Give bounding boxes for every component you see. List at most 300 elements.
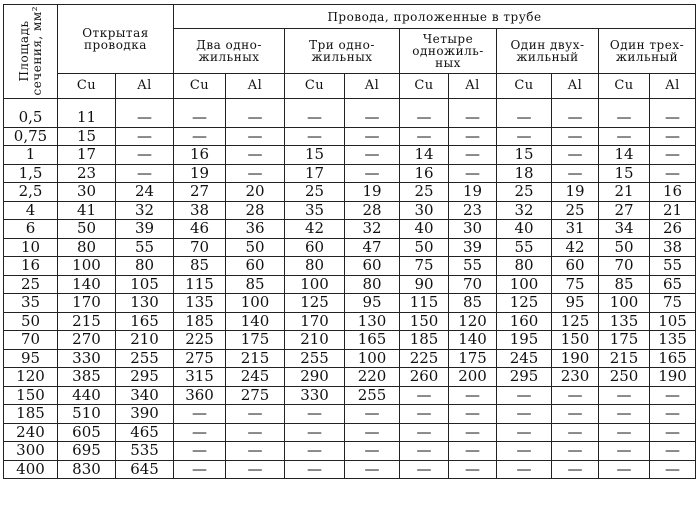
value-cell: 170	[58, 294, 116, 313]
area-cell: 2,5	[4, 183, 58, 202]
value-cell: 390	[116, 405, 174, 424]
value-cell: 32	[345, 220, 400, 239]
value-cell: 245	[226, 368, 285, 387]
value-cell: —	[449, 460, 497, 479]
value-cell: 28	[226, 201, 285, 220]
value-cell: 210	[285, 331, 345, 350]
value-cell: 19	[174, 164, 226, 183]
value-cell: —	[650, 164, 696, 183]
value-cell: —	[116, 99, 174, 128]
value-cell: 80	[345, 275, 400, 294]
open-wiring-header: Открытая проводка	[58, 5, 174, 74]
value-cell: 385	[58, 368, 116, 387]
value-cell: 24	[116, 183, 174, 202]
value-cell: 23	[58, 164, 116, 183]
value-cell: —	[599, 127, 650, 146]
value-cell: —	[285, 423, 345, 442]
area-cell: 240	[4, 423, 58, 442]
table-row	[4, 257, 696, 276]
value-cell: 85	[174, 257, 226, 276]
value-cell: 130	[345, 312, 400, 331]
value-cell: 19	[345, 183, 400, 202]
value-cell: —	[552, 99, 599, 128]
area-cell: 25	[4, 275, 58, 294]
area-cell: 16	[4, 257, 58, 276]
value-cell: 15	[285, 146, 345, 165]
value-cell: 40	[400, 220, 449, 239]
value-cell: 17	[58, 146, 116, 165]
value-cell: 31	[552, 220, 599, 239]
table-row	[4, 164, 696, 183]
value-cell: 165	[345, 331, 400, 350]
area-header-label: Площадь сечения, мм²	[16, 5, 44, 96]
metal-al: Al	[449, 74, 497, 99]
value-cell: —	[345, 99, 400, 128]
value-cell: 125	[552, 312, 599, 331]
value-cell: —	[400, 99, 449, 128]
table-row	[4, 460, 696, 479]
value-cell: 32	[116, 201, 174, 220]
value-cell: 135	[650, 331, 696, 350]
value-cell: —	[449, 146, 497, 165]
table-row	[4, 275, 696, 294]
area-cell: 70	[4, 331, 58, 350]
group-header-one-two-core: Один двух- жильный	[497, 29, 599, 74]
value-cell: —	[226, 127, 285, 146]
value-cell: 80	[116, 257, 174, 276]
value-cell: 16	[400, 164, 449, 183]
value-cell: 535	[116, 442, 174, 461]
value-cell: 47	[345, 238, 400, 257]
value-cell: —	[497, 99, 552, 128]
value-cell: 27	[174, 183, 226, 202]
value-cell: 440	[58, 386, 116, 405]
value-cell: 210	[116, 331, 174, 350]
value-cell: 330	[285, 386, 345, 405]
area-cell: 95	[4, 349, 58, 368]
value-cell: 95	[345, 294, 400, 313]
value-cell: 170	[285, 312, 345, 331]
value-cell: 85	[599, 275, 650, 294]
metal-cu: Cu	[599, 74, 650, 99]
value-cell: —	[226, 99, 285, 128]
value-cell: 160	[497, 312, 552, 331]
value-cell: —	[285, 127, 345, 146]
value-cell: 195	[497, 331, 552, 350]
value-cell: —	[449, 164, 497, 183]
value-cell: —	[345, 460, 400, 479]
value-cell: —	[497, 386, 552, 405]
value-cell: 55	[449, 257, 497, 276]
value-cell: —	[400, 442, 449, 461]
value-cell: 100	[345, 349, 400, 368]
value-cell: —	[552, 146, 599, 165]
value-cell: 75	[650, 294, 696, 313]
value-cell: 50	[599, 238, 650, 257]
value-cell: —	[285, 99, 345, 128]
value-cell: —	[599, 442, 650, 461]
value-cell: —	[226, 405, 285, 424]
value-cell: 14	[599, 146, 650, 165]
value-cell: 90	[400, 275, 449, 294]
value-cell: —	[400, 405, 449, 424]
metal-cu: Cu	[174, 74, 226, 99]
area-cell: 0,5	[4, 99, 58, 128]
value-cell: 34	[599, 220, 650, 239]
value-cell: —	[497, 423, 552, 442]
table-row	[4, 201, 696, 220]
value-cell: —	[599, 386, 650, 405]
value-cell: 15	[497, 146, 552, 165]
value-cell: 25	[285, 183, 345, 202]
value-cell: —	[226, 164, 285, 183]
value-cell: 36	[226, 220, 285, 239]
value-cell: 80	[58, 238, 116, 257]
value-cell: —	[552, 460, 599, 479]
value-cell: —	[285, 442, 345, 461]
value-cell: —	[449, 99, 497, 128]
value-cell: —	[552, 386, 599, 405]
value-cell: 175	[599, 331, 650, 350]
value-cell: 23	[449, 201, 497, 220]
value-cell: 16	[650, 183, 696, 202]
value-cell: —	[226, 423, 285, 442]
area-cell: 300	[4, 442, 58, 461]
value-cell: 125	[285, 294, 345, 313]
value-cell: 150	[400, 312, 449, 331]
value-cell: —	[599, 99, 650, 128]
value-cell: —	[174, 405, 226, 424]
value-cell: 16	[174, 146, 226, 165]
value-cell: 105	[116, 275, 174, 294]
metal-al: Al	[226, 74, 285, 99]
value-cell: —	[497, 442, 552, 461]
value-cell: —	[116, 164, 174, 183]
value-cell: 165	[116, 312, 174, 331]
value-cell: 65	[650, 275, 696, 294]
value-cell: 125	[497, 294, 552, 313]
value-cell: 250	[599, 368, 650, 387]
value-cell: —	[599, 405, 650, 424]
group-header-one-three-core: Один трех- жильный	[599, 29, 696, 74]
value-cell: 115	[174, 275, 226, 294]
value-cell: 15	[58, 127, 116, 146]
metal-al: Al	[650, 74, 696, 99]
value-cell: 30	[58, 183, 116, 202]
area-cell: 400	[4, 460, 58, 479]
value-cell: 80	[497, 257, 552, 276]
value-cell: —	[400, 386, 449, 405]
group-header-four-single: Четыре одножиль- ных	[400, 29, 497, 74]
area-cell: 150	[4, 386, 58, 405]
value-cell: 100	[599, 294, 650, 313]
value-cell: 46	[174, 220, 226, 239]
value-cell: 140	[58, 275, 116, 294]
value-cell: —	[599, 460, 650, 479]
value-cell: 190	[650, 368, 696, 387]
value-cell: 75	[552, 275, 599, 294]
table-row	[4, 146, 696, 165]
value-cell: 105	[650, 312, 696, 331]
value-cell: 215	[226, 349, 285, 368]
value-cell: 215	[599, 349, 650, 368]
value-cell: —	[552, 405, 599, 424]
value-cell: 275	[174, 349, 226, 368]
value-cell: 70	[599, 257, 650, 276]
value-cell: —	[552, 423, 599, 442]
value-cell: —	[650, 146, 696, 165]
value-cell: 150	[552, 331, 599, 350]
value-cell: 120	[449, 312, 497, 331]
value-cell: 360	[174, 386, 226, 405]
area-cell: 10	[4, 238, 58, 257]
value-cell: 100	[226, 294, 285, 313]
value-cell: 220	[345, 368, 400, 387]
value-cell: 70	[174, 238, 226, 257]
value-cell: —	[226, 146, 285, 165]
value-cell: 100	[58, 257, 116, 276]
value-cell: 100	[285, 275, 345, 294]
value-cell: 140	[226, 312, 285, 331]
value-cell: —	[449, 127, 497, 146]
value-cell: 260	[400, 368, 449, 387]
value-cell: —	[116, 127, 174, 146]
value-cell: 135	[599, 312, 650, 331]
value-cell: 39	[116, 220, 174, 239]
value-cell: 50	[226, 238, 285, 257]
value-cell: —	[497, 405, 552, 424]
table-row	[4, 405, 696, 424]
table-row	[4, 220, 696, 239]
value-cell: 225	[174, 331, 226, 350]
area-cell: 1,5	[4, 164, 58, 183]
table-row	[4, 183, 696, 202]
value-cell: 27	[599, 201, 650, 220]
table-row	[4, 423, 696, 442]
value-cell: 35	[285, 201, 345, 220]
area-cell: 185	[4, 405, 58, 424]
value-cell: —	[116, 146, 174, 165]
value-cell: 100	[497, 275, 552, 294]
metal-cu: Cu	[400, 74, 449, 99]
value-cell: 175	[226, 331, 285, 350]
metal-al: Al	[116, 74, 174, 99]
value-cell: —	[400, 460, 449, 479]
value-cell: 75	[400, 257, 449, 276]
value-cell: —	[174, 99, 226, 128]
value-cell: 190	[552, 349, 599, 368]
pipe-wiring-header: Провода, проложенные в трубе	[174, 5, 696, 29]
value-cell: 95	[552, 294, 599, 313]
value-cell: —	[650, 405, 696, 424]
value-cell: 40	[497, 220, 552, 239]
current-table	[3, 4, 696, 479]
value-cell: 115	[400, 294, 449, 313]
value-cell: 50	[400, 238, 449, 257]
value-cell: 15	[599, 164, 650, 183]
value-cell: 215	[58, 312, 116, 331]
value-cell: 11	[58, 99, 116, 128]
value-cell: 465	[116, 423, 174, 442]
value-cell: 18	[497, 164, 552, 183]
value-cell: 185	[174, 312, 226, 331]
area-cell: 0,75	[4, 127, 58, 146]
table-row	[4, 238, 696, 257]
value-cell: 60	[285, 238, 345, 257]
value-cell: —	[345, 127, 400, 146]
metal-al: Al	[345, 74, 400, 99]
value-cell: 50	[58, 220, 116, 239]
value-cell: 38	[650, 238, 696, 257]
value-cell: 510	[58, 405, 116, 424]
value-cell: 165	[650, 349, 696, 368]
value-cell: —	[345, 146, 400, 165]
table-body	[4, 99, 696, 479]
value-cell: 330	[58, 349, 116, 368]
metal-cu: Cu	[285, 74, 345, 99]
area-cell: 120	[4, 368, 58, 387]
value-cell: 25	[497, 183, 552, 202]
value-cell: 55	[650, 257, 696, 276]
value-cell: 21	[599, 183, 650, 202]
table-row	[4, 99, 696, 128]
value-cell: 255	[345, 386, 400, 405]
table-row	[4, 442, 696, 461]
area-cell: 35	[4, 294, 58, 313]
area-cell: 6	[4, 220, 58, 239]
metal-al: Al	[552, 74, 599, 99]
value-cell: —	[345, 164, 400, 183]
value-cell: 28	[345, 201, 400, 220]
value-cell: 645	[116, 460, 174, 479]
value-cell: 85	[226, 275, 285, 294]
table-row	[4, 127, 696, 146]
value-cell: 230	[552, 368, 599, 387]
value-cell: 695	[58, 442, 116, 461]
value-cell: —	[650, 423, 696, 442]
value-cell: 80	[285, 257, 345, 276]
value-cell: —	[552, 442, 599, 461]
value-cell: 30	[449, 220, 497, 239]
value-cell: 130	[116, 294, 174, 313]
value-cell: 270	[58, 331, 116, 350]
value-cell: 70	[449, 275, 497, 294]
value-cell: 19	[449, 183, 497, 202]
value-cell: 60	[552, 257, 599, 276]
table-row	[4, 312, 696, 331]
value-cell: 605	[58, 423, 116, 442]
value-cell: —	[449, 423, 497, 442]
value-cell: 290	[285, 368, 345, 387]
table-row	[4, 386, 696, 405]
value-cell: 30	[400, 201, 449, 220]
value-cell: —	[552, 127, 599, 146]
area-cell: 1	[4, 146, 58, 165]
value-cell: —	[174, 460, 226, 479]
value-cell: —	[400, 423, 449, 442]
value-cell: —	[400, 127, 449, 146]
value-cell: —	[552, 164, 599, 183]
table-row	[4, 349, 696, 368]
value-cell: —	[449, 442, 497, 461]
value-cell: —	[650, 442, 696, 461]
area-cell: 4	[4, 201, 58, 220]
value-cell: —	[650, 386, 696, 405]
value-cell: —	[650, 99, 696, 128]
value-cell: 42	[552, 238, 599, 257]
value-cell: 275	[226, 386, 285, 405]
value-cell: 25	[552, 201, 599, 220]
metal-cu: Cu	[58, 74, 116, 99]
value-cell: —	[345, 405, 400, 424]
value-cell: —	[650, 127, 696, 146]
value-cell: —	[497, 127, 552, 146]
value-cell: 14	[400, 146, 449, 165]
value-cell: —	[345, 442, 400, 461]
value-cell: 245	[497, 349, 552, 368]
value-cell: 60	[345, 257, 400, 276]
area-header	[4, 5, 58, 99]
value-cell: 60	[226, 257, 285, 276]
value-cell: —	[345, 423, 400, 442]
value-cell: 140	[449, 331, 497, 350]
value-cell: —	[497, 460, 552, 479]
value-cell: 26	[650, 220, 696, 239]
value-cell: —	[599, 423, 650, 442]
value-cell: 340	[116, 386, 174, 405]
value-cell: —	[174, 442, 226, 461]
table-row	[4, 368, 696, 387]
value-cell: 39	[449, 238, 497, 257]
value-cell: 225	[400, 349, 449, 368]
value-cell: —	[650, 460, 696, 479]
value-cell: 255	[285, 349, 345, 368]
value-cell: 19	[552, 183, 599, 202]
value-cell: 200	[449, 368, 497, 387]
value-cell: 135	[174, 294, 226, 313]
area-cell: 50	[4, 312, 58, 331]
value-cell: —	[174, 127, 226, 146]
value-cell: 295	[116, 368, 174, 387]
value-cell: 85	[449, 294, 497, 313]
value-cell: 175	[449, 349, 497, 368]
table-row	[4, 331, 696, 350]
value-cell: 42	[285, 220, 345, 239]
value-cell: 185	[400, 331, 449, 350]
value-cell: 55	[497, 238, 552, 257]
value-cell: —	[285, 405, 345, 424]
value-cell: 21	[650, 201, 696, 220]
value-cell: —	[449, 386, 497, 405]
value-cell: 38	[174, 201, 226, 220]
value-cell: 830	[58, 460, 116, 479]
value-cell: —	[285, 460, 345, 479]
value-cell: 315	[174, 368, 226, 387]
value-cell: 32	[497, 201, 552, 220]
group-header-three-single: Три одно- жильных	[285, 29, 400, 74]
value-cell: —	[226, 442, 285, 461]
value-cell: 55	[116, 238, 174, 257]
value-cell: 255	[116, 349, 174, 368]
value-cell: 20	[226, 183, 285, 202]
value-cell: —	[449, 405, 497, 424]
value-cell: —	[174, 423, 226, 442]
value-cell: 25	[400, 183, 449, 202]
value-cell: 295	[497, 368, 552, 387]
group-header-two-single: Два одно- жильных	[174, 29, 285, 74]
value-cell: 17	[285, 164, 345, 183]
value-cell: —	[226, 460, 285, 479]
